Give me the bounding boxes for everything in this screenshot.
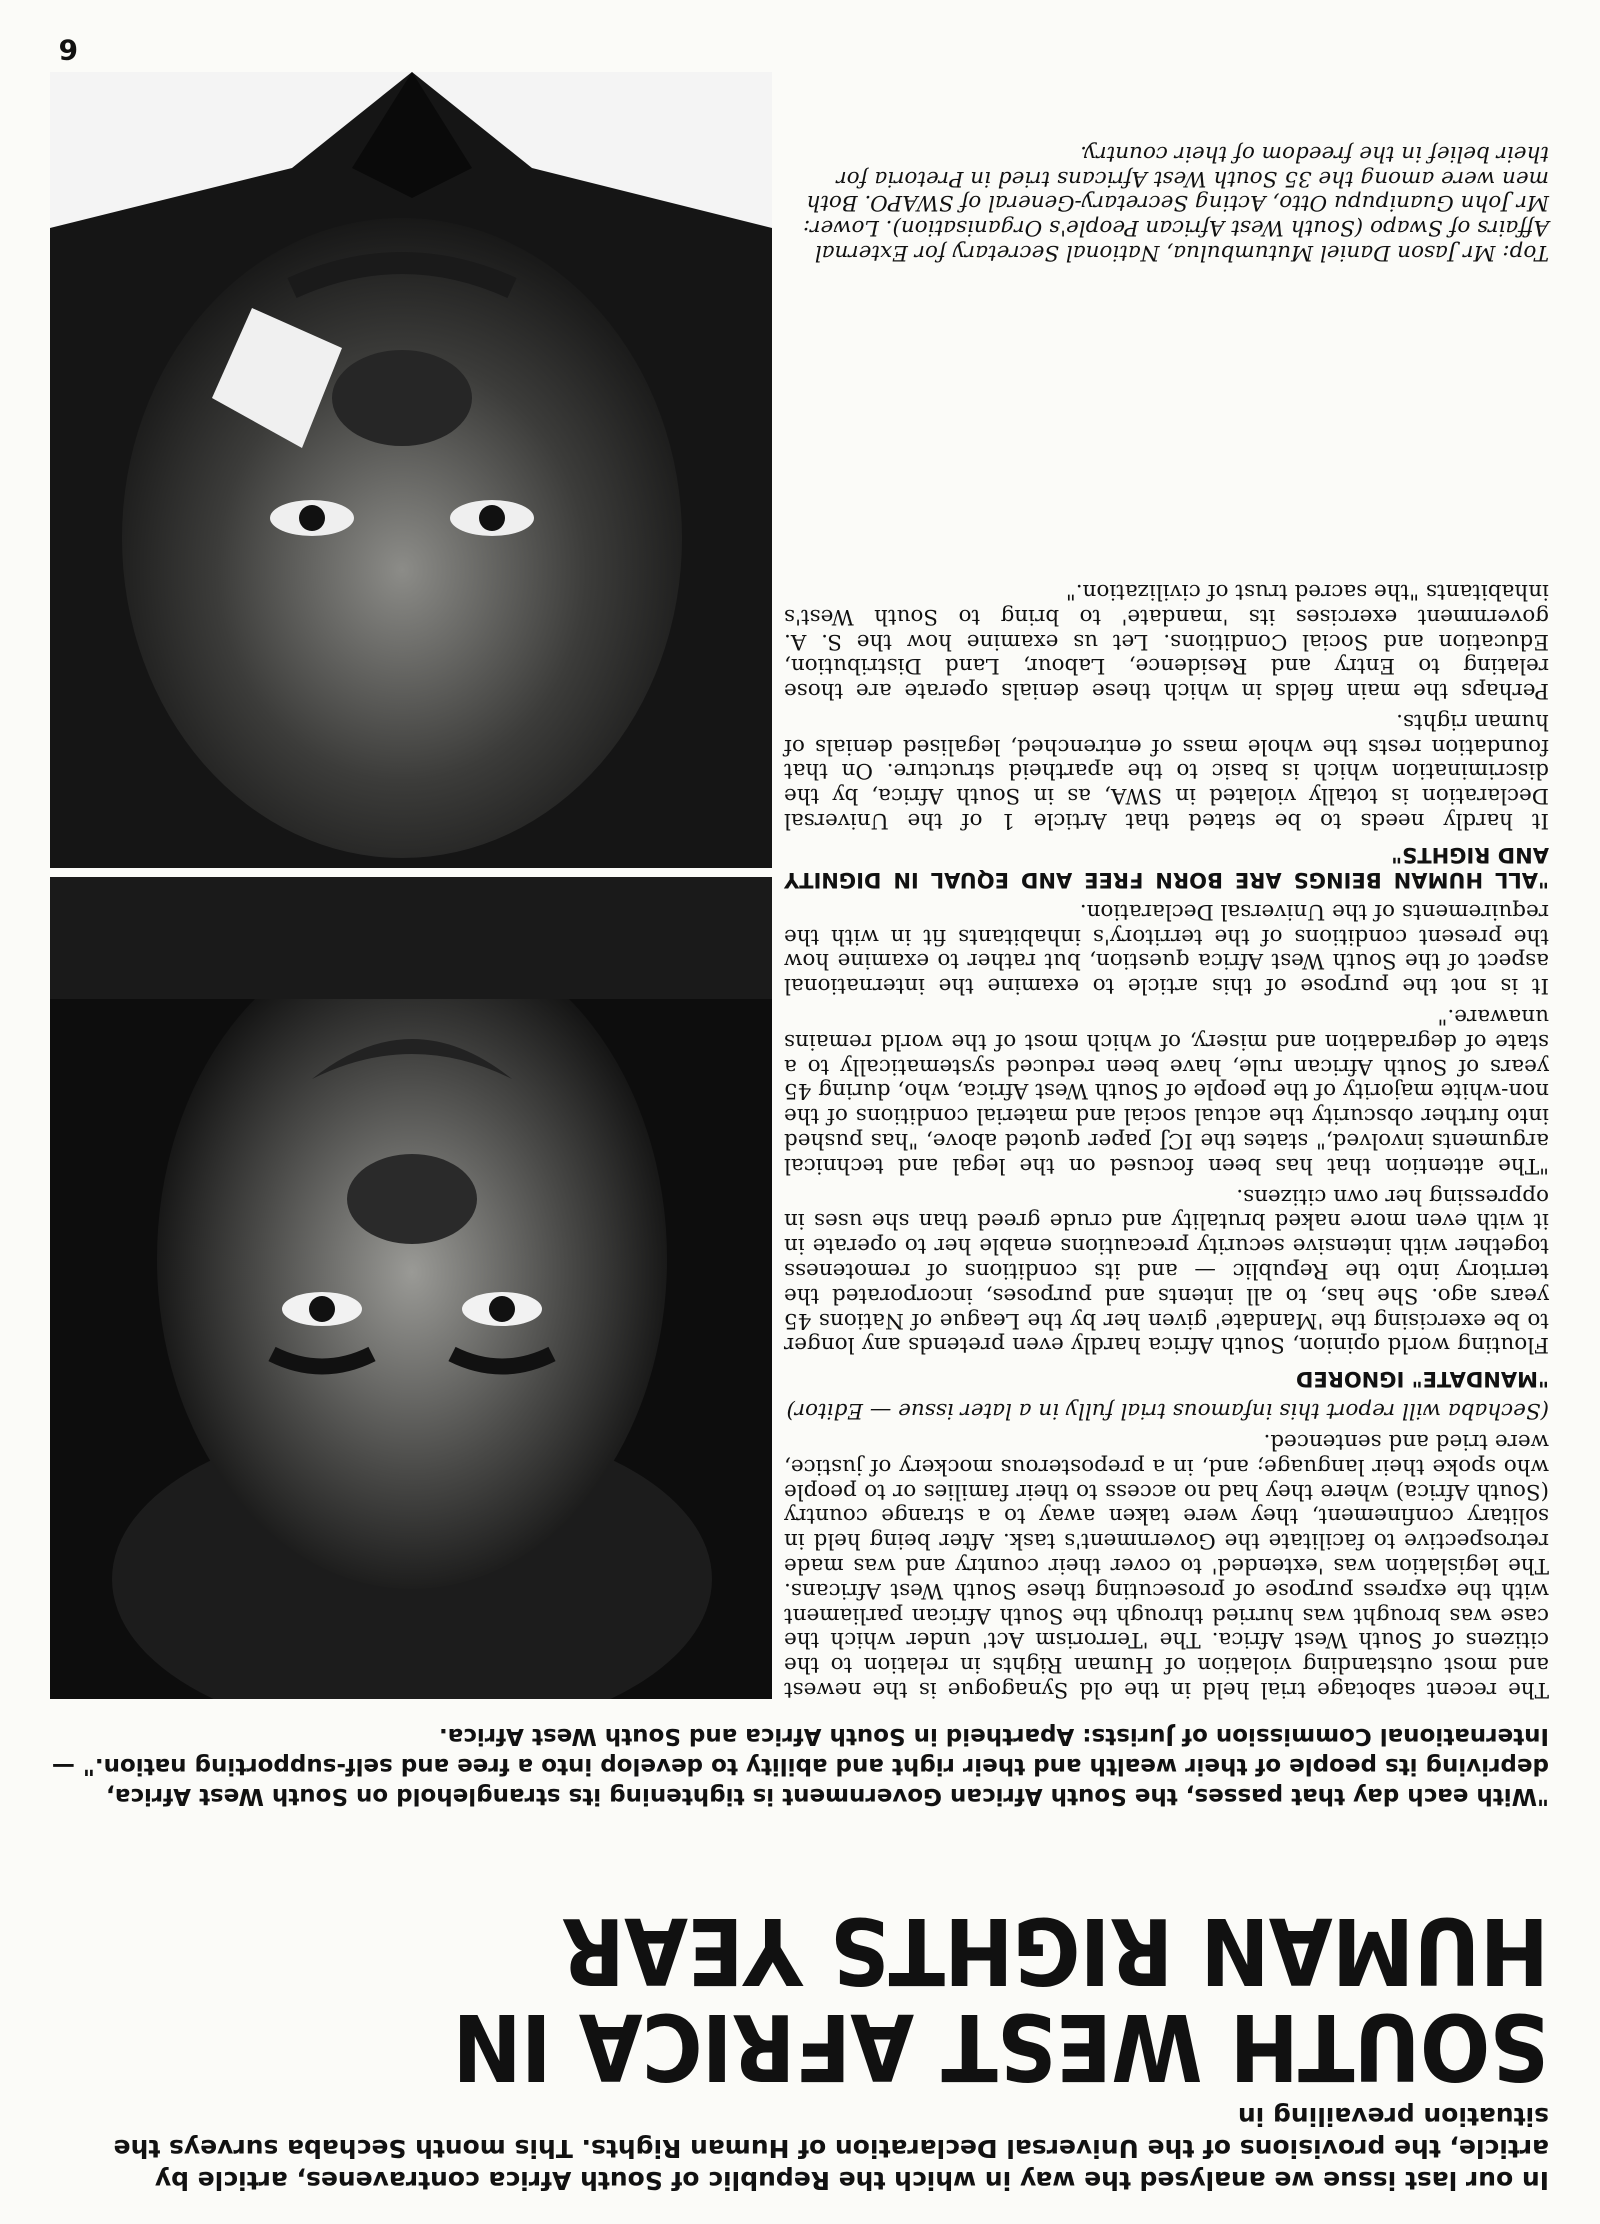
article-paragraph-3: "The attention that has been focused on the legal and technical arguments involved," states the ICJ paper quoted above, "has pushed into further obscurity the actual social and material conditions of the non-white majority of the people of South West Africa, who, during 45 years of South African rule, have been reduced systematically to a state of degradation and misery, of which most of the world remains unaware." — [784, 1004, 1549, 1178]
article-column — [784, 131, 1549, 1701]
article-paragraph-1: The recent sabotage trial held in the old Synagogue is the newest and most outstanding violation of Human Rights in relation to the citizens of South West Africa. The 'Terrorism Act' under which the case was brought was hurried through the South African parliament with the express purpose of prosecuting these South West Africans. The legislation was 'extended' to cover their country and was made retrospective to facilitate the Government's task. After being held in solitary confinement, they were taken away to a strange country (South Africa) where they had no access to their families or to people who spoke their language; and, in a preposterous mockery of justice, were tried and sentenced. — [784, 1429, 1549, 1702]
article-paragraph-4: It is not the purpose of this article to examine the international aspect of the South West Africa question, but rather to examine how the present conditions of the territory's inhabitants fit in with the requirements of the Universal Declaration. — [784, 898, 1549, 999]
lead-quote: "With each day that passes, the South African Government is tightening its stranglehold on South West Africa, depriving its people of their wealth and their right and ability to develop into a free and self-supporting nation." — International Commission of Jurists: Apartheid in South Africa and South West Africa. — [51, 1723, 1549, 1809]
portrait-photo-top — [50, 877, 772, 1699]
portrait-photo-icon — [50, 877, 772, 1699]
editor-note: (Sechaba will report this infamous trial fully in a later issue — Editor) — [786, 1398, 1549, 1424]
article-paragraph-5: It hardly needs to be stated that Article 1 of the Universal Declaration is totally violated in SWA, as in South Africa, by the discrimination which is basic to the apartheid structure. On that foundation rests the whole mass of entrenched, legalised denials of human rights. — [784, 708, 1549, 834]
headline-line-1: SOUTH WEST AFRICA IN — [453, 1993, 1549, 2100]
article-paragraph-2: Flouting world opinion, South Africa hardly even pretends any longer to be exercising the 'Mandate' given her by the League of Nations 45 years ago. She has, to all intents and purposes, incorporated the territory into the Republic — and its conditions of remoteness together with intensive security precautions enable her to operate in it with even more naked brutality and crude greed than she uses in oppressing her own citizens. — [784, 1183, 1549, 1358]
photo-caption: Top: Mr Jason Daniel Mutumbulua, National Secretary for External Affairs of Swapo (South West African People's Organisation). Lower: Mr John Guanipupu Otto, Acting Secretary-General of SWAPO. Both men were among the 35 South West Africans tried in Pretoria for their belief in the freedom of their country. — [802, 140, 1549, 265]
section-heading-human-beings: "ALL HUMAN BEINGS ARE BORN FREE AND EQUAL IN DIGNITY AND RIGHTS" — [784, 843, 1549, 893]
article-paragraph-6: Perhaps the main fields in which these denials operate are those relating to Entry and Residence, Labour, Land Distribution, Education and Social Conditions. Let us examine how the S. A. government exercises its 'mandate' to bring to South West's inhabitants "the sacred trust of civilization." — [784, 578, 1549, 704]
page-title — [199, 1897, 1549, 2100]
section-heading-mandate: "MANDATE" IGNORED — [1295, 1367, 1549, 1392]
portrait-photo-bottom — [50, 72, 772, 868]
intro-text: In our last issue we analysed the way in which the Republic of South Africa contravenes, article by article, the provisions of the Universal Declaration of Human Rights. This month Sechaba surveys the situation prevailing in — [113, 2102, 1549, 2195]
portrait-photo-icon — [50, 72, 772, 868]
headline-line-2: HUMAN RIGHTS YEAR — [562, 1897, 1549, 2004]
page-number: 6 — [58, 33, 78, 66]
